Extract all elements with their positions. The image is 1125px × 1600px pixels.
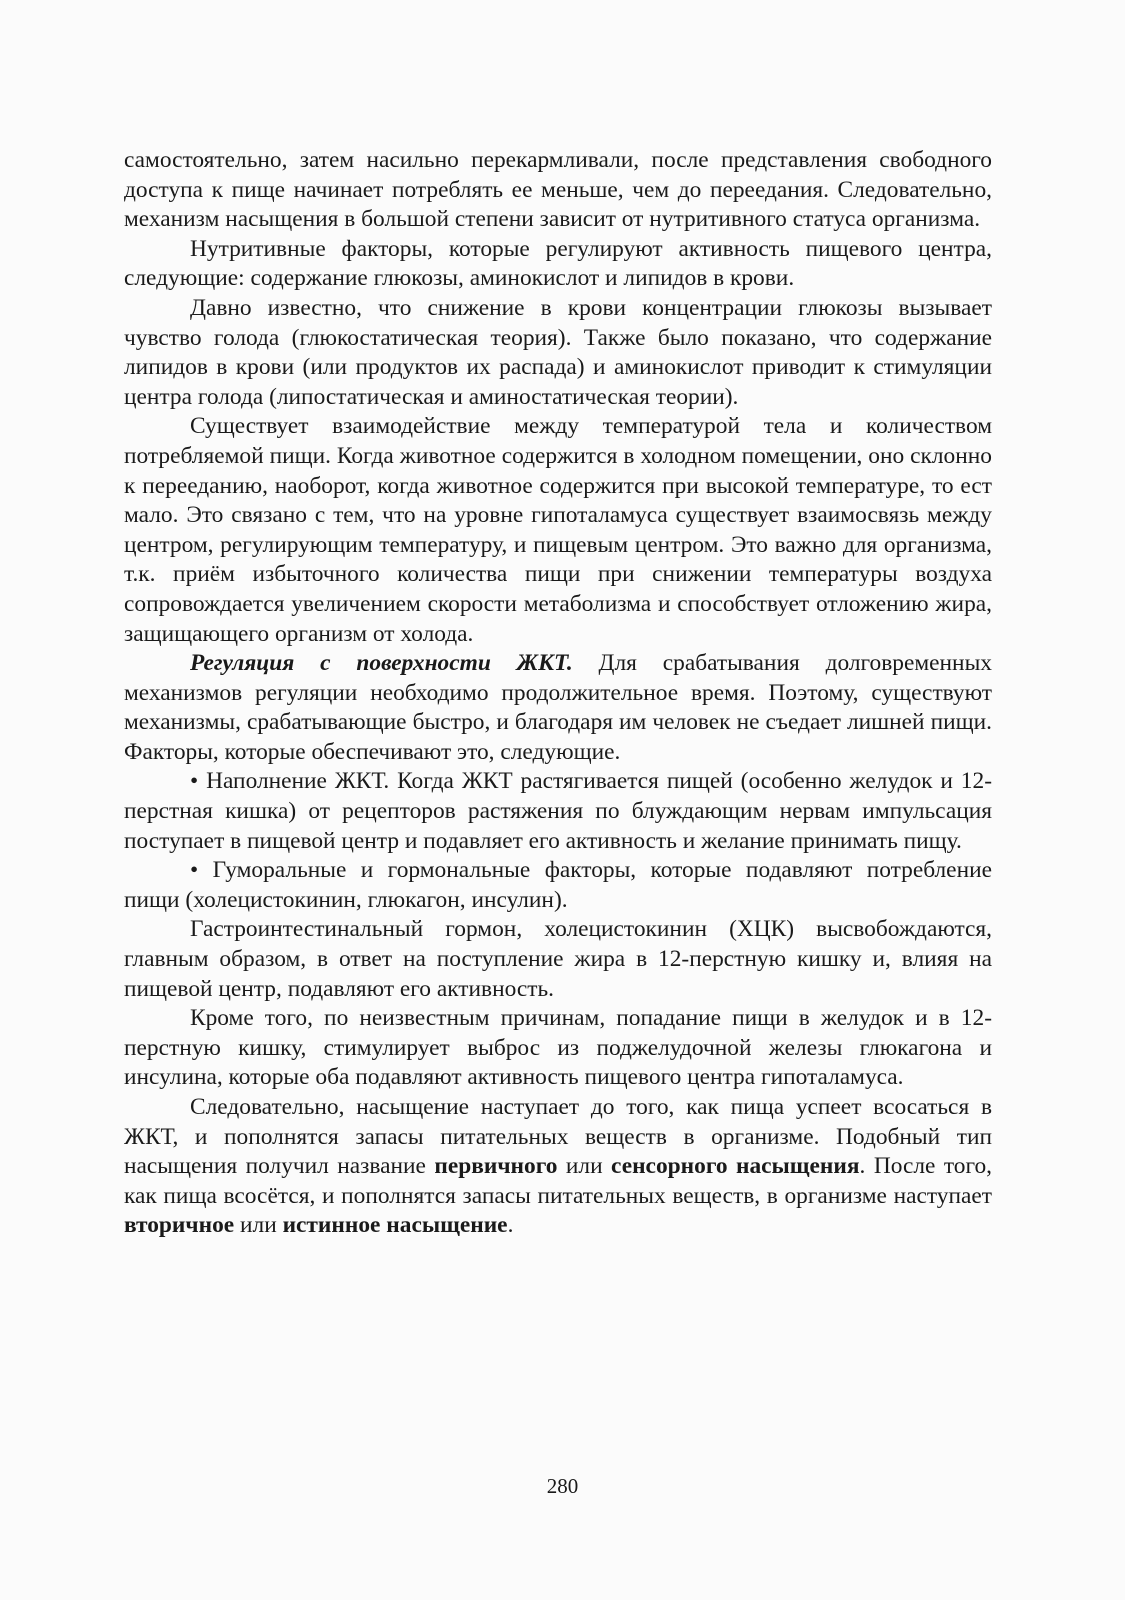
text-run: или [557,1153,612,1180]
paragraph: Давно известно, что снижение в крови концентрации глюкозы вызывает чувство голода (глюкостатическая теория). Также было показано, что содержание липидов в крови (или продуктов их распада) и аминокислот приводит к стимуляции центра голода (липостатическая и аминостатическая теории). [124,294,992,410]
paragraph: Кроме того, по неизвестным причинам, попадание пищи в желудок и в 12-перстную кишку, стимулирует выброс из поджелудочной железы глюкагона и инсулина, которые оба подавляют активность пищевого центра гипоталамуса. [124,1005,992,1091]
bullet-item: • Наполнение ЖКТ. Когда ЖКТ растягивается пищей (особенно желудок и 12-перстная кишка) от рецепторов растяжения по блуждающим нервам импульсация поступает в пищевой центр и подавляет его активность и желание принимать пищу. [124,768,992,854]
paragraph: Нутритивные факторы, которые регулируют активность пищевого центра, следующие: содержание глюкозы, аминокислот и липидов в крови. [124,235,992,292]
paragraph-satiety [124,1093,992,1241]
paragraph: самостоятельно, затем насильно перекармливали, после представления свободного доступа к пище начинает потреблять ее меньше, чем до переедания. Следовательно, механизм насыщения в большой степени зависит от нутритивного статуса организма. [124,147,992,233]
text-run: Следовательно, насыщение наступает до того, как пища успеет всосаться в ЖКТ, и пополнятся запасы питательных веществ в организме. Подобный тип насыщения получил название [124,1094,992,1180]
bullet-item: • Гуморальные и гормональные факторы, которые подавляют потребление пищи (холецистокинин, глюкагон, инсулин). [124,857,992,913]
paragraph: Существует взаимодействие между температурой тела и количеством потребляемой пищи. Когда животное содержится в холодном помещении, оно склонно к перееданию, наоборот, когда животное содержится при высокой температуре, то ест мало. Это связано с тем, что на уровне гипоталамуса существует взаимосвязь между центром, регулирующим температуру, и пищевым центром. Это важно для организма, т.к. приём избыточного количества пищи при снижении температуры воздуха сопровождается увеличением скорости метаболизма и способствует отложению жира, защищающего организм от холода. [124,413,992,647]
section-heading: Регуляция с поверхности ЖКТ. [190,650,573,677]
page-number: 280 [546,1474,579,1498]
bold-term: истинное насыщение [282,1212,508,1239]
paragraph: Гастроинтестинальный гормон, холецистокинин (ХЦК) высвобождаются, главным образом, в ответ на поступление жира в 12-перстную кишку и, влияя на пищевой центр, подавляют его активность. [124,916,992,1002]
bold-term: вторичное [124,1212,235,1239]
paragraph-text: Для срабатывания долговременных механизмов регуляции необходимо продолжительное время. Поэтому, существуют механизмы, срабатывающие быстро, и благодаря им человек не съедает лишней пищи. Факторы, которые обеспечивают это, следующие. [124,650,992,765]
bold-term: сенсорного насыщения [611,1153,860,1180]
text-run: . После того, как пища всосётся, и пополнятся запасы питательных веществ, в организме наступает [124,1153,993,1209]
body-text [124,146,992,1241]
text-run: или [234,1212,283,1239]
paragraph-regulation [124,649,992,767]
bold-term: первичного [434,1153,558,1180]
text-run: . [507,1212,514,1239]
